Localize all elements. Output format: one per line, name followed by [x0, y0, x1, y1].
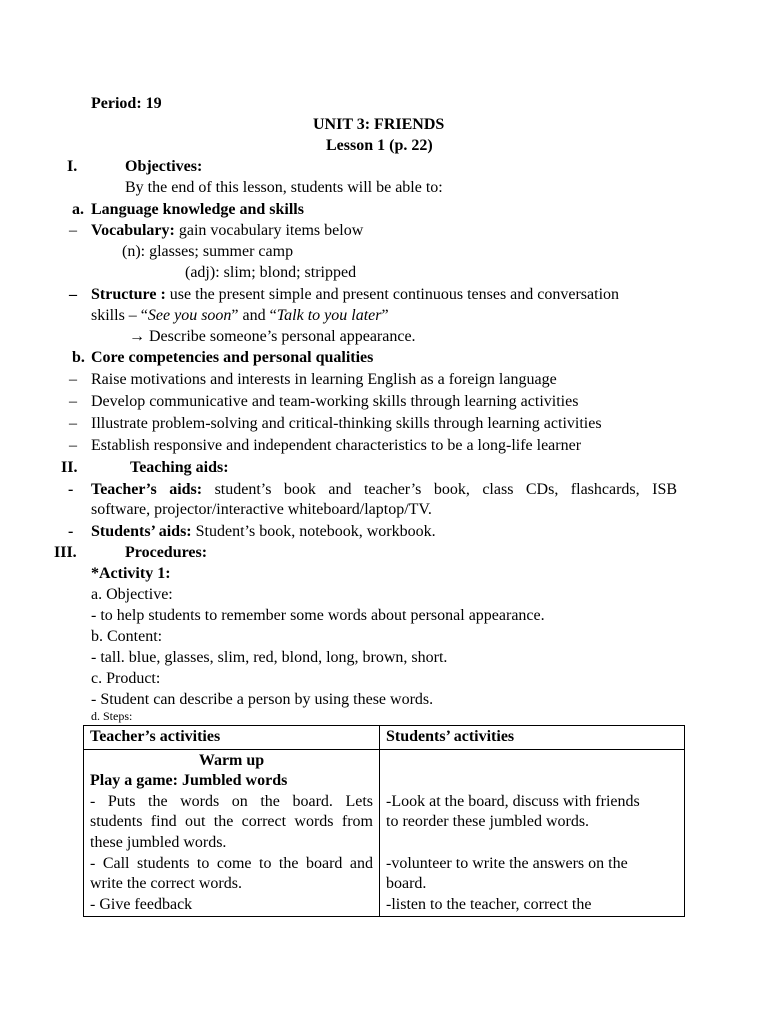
teaching-aids-heading: Teaching aids: [130, 459, 229, 476]
student-step-line: -listen to the teacher, correct the [386, 895, 592, 913]
skills-suffix: ” [381, 307, 389, 324]
subsection-marker-b: b. [72, 349, 85, 366]
students-activities-header: Students’ activities [380, 726, 685, 750]
section-numeral-teaching-aids: II. [61, 459, 78, 476]
skills-mid: ” and “ [231, 307, 277, 324]
describe-line [129, 327, 416, 347]
objective-label: a. Objective: [91, 586, 173, 603]
section-numeral-procedures: III. [54, 544, 77, 561]
student-step-line: -Look at the board, discuss with friends [386, 792, 640, 810]
students-aids-text: Student’s book, notebook, workbook. [191, 523, 436, 540]
structure-label: Structure : [91, 286, 166, 303]
students-aids-line [91, 522, 436, 542]
product-label: c. Product: [91, 670, 161, 687]
dash-marker: – [69, 393, 77, 410]
student-step-line: to reorder these jumbled words. [386, 813, 590, 831]
teachers-aids-continuation: software, projector/interactive whiteboard/laptop/TV. [91, 501, 432, 518]
game-title: Play a game: Jumbled words [90, 772, 288, 790]
vocabulary-label: Vocabulary: [91, 222, 175, 239]
skills-prefix: skills – “ [91, 307, 148, 324]
teacher-step-line: write the correct words. [90, 875, 242, 893]
phrase-see-you-soon: See you soon [147, 307, 232, 324]
period-label: Period: 19 [91, 95, 162, 112]
competency-item: Illustrate problem-solving and critical-thinking skills through learning activities [91, 415, 602, 432]
bullet-marker: - [68, 523, 74, 540]
objectives-heading: Objectives: [125, 158, 203, 175]
warm-up-title: Warm up [198, 751, 265, 769]
competency-item: Develop communicative and team-working skills through learning activities [91, 393, 579, 410]
content-text: - tall. blue, glasses, slim, red, blond, long, brown, short. [91, 649, 448, 666]
teachers-aids-line [91, 480, 677, 500]
teachers-aids-text: student’s book and teacher’s book, class CDs, flashcards, ISB [202, 481, 678, 498]
activities-table [83, 725, 685, 917]
procedures-heading: Procedures: [125, 544, 208, 561]
dash-marker: – [69, 371, 77, 388]
structure-text: use the present simple and present continuous tenses and conversation [165, 286, 620, 303]
noun-line: (n): glasses; summer camp [122, 243, 294, 260]
right-arrow-icon: → [129, 328, 145, 345]
table-header-row [84, 726, 685, 750]
structure-line [91, 285, 619, 305]
competency-item: Raise motivations and interests in learning English as a foreign language [91, 371, 557, 388]
students-aids-label: Students’ aids: [91, 523, 192, 540]
student-step-line: -volunteer to write the answers on the [386, 854, 628, 872]
section-numeral-objectives: I. [67, 158, 78, 175]
vocabulary-line [91, 221, 363, 241]
objectives-intro: By the end of this lesson, students will be able to: [125, 179, 443, 196]
dash-marker: – [69, 286, 77, 303]
skills-line [91, 306, 389, 326]
subsection-marker-a: a. [72, 201, 84, 218]
teacher-step-line: students find out the correct words from [90, 813, 373, 831]
unit-title: UNIT 3: FRIENDS [313, 116, 445, 133]
adjective-line: (adj): slim; blond; stripped [185, 264, 357, 281]
language-knowledge-heading: Language knowledge and skills [91, 201, 304, 218]
bullet-marker: - [68, 481, 74, 498]
core-competencies-heading: Core competencies and personal qualities [91, 349, 374, 366]
vocabulary-text: gain vocabulary items below [174, 222, 364, 239]
dash-marker: – [69, 437, 77, 454]
phrase-talk-to-you-later: Talk to you later [276, 307, 382, 324]
teachers-activities-header: Teacher’s activities [84, 726, 380, 750]
product-text: - Student can describe a person by using these words. [91, 691, 434, 708]
dash-marker: – [69, 415, 77, 432]
describe-text: Describe someone’s personal appearance. [145, 328, 416, 345]
teacher-step-line: - Call students to come to the board and [90, 854, 373, 872]
dash-marker: – [69, 222, 77, 239]
teachers-aids-label: Teacher’s aids: [91, 481, 203, 498]
content-label: b. Content: [91, 628, 163, 645]
students-activities-cell [380, 749, 685, 917]
steps-label: d. Steps: [91, 709, 133, 723]
competency-item: Establish responsive and independent characteristics to be a long-life learner [91, 437, 582, 454]
activity-heading: *Activity 1: [91, 565, 171, 582]
teacher-step-line: - Puts the words on the board. Lets [90, 792, 373, 810]
table-row [84, 749, 685, 917]
objective-text: - to help students to remember some words about personal appearance. [91, 607, 545, 624]
teacher-step-line: these jumbled words. [90, 833, 227, 851]
student-step-line: board. [386, 875, 427, 893]
teacher-step-line: - Give feedback [90, 895, 193, 913]
teachers-activities-cell [84, 749, 380, 917]
lesson-title: Lesson 1 (p. 22) [326, 137, 433, 154]
